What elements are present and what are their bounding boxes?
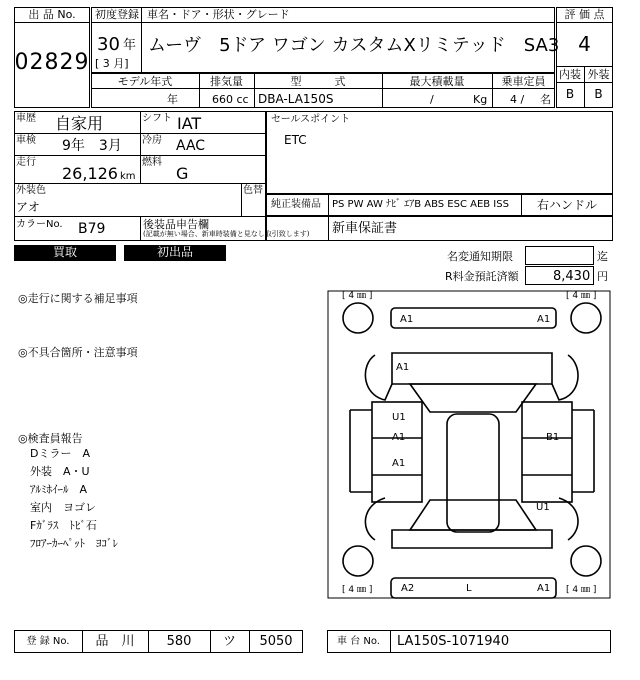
equipment-value: PS PW AW ﾅﾋﾞ ｴｱB ABS ESC AEB ISS (332, 199, 509, 210)
right-side-front (552, 355, 578, 400)
reg-area: 品 川 (95, 634, 135, 649)
damage-mark: A1 (537, 583, 551, 594)
score-label: 評 価 点 (564, 8, 605, 21)
inspector-label: ◎検査員報告 (18, 432, 83, 445)
side-mirror-right (572, 410, 594, 492)
displacement: 660 cc (212, 93, 249, 106)
shift-label: シフト (142, 113, 172, 124)
title-label: 車名・ドア・形状・グレード (147, 8, 290, 21)
recycle-unit: 円 (597, 270, 608, 283)
score-value: 4 (578, 32, 591, 56)
inspector-item: Dミラー A (30, 447, 90, 460)
reg-year-unit: 年 (123, 38, 137, 53)
exterior-color-value: アオ (16, 200, 40, 214)
recycle-amount: 8,430 (553, 269, 591, 284)
tire-rear-right (571, 546, 601, 576)
max-load-label: 最大積載量 (409, 75, 465, 88)
history-label: 車歴 (16, 113, 36, 124)
aftermarket-note: (記載が無い場合、新車時装備と見なし取引致します) (143, 230, 310, 238)
right-side-rear (559, 498, 578, 540)
exterior-color-label: 外装色 (16, 185, 46, 196)
tire-depth-tr: [ 4 ㎜ ] (566, 291, 597, 301)
reg-number: 5050 (259, 634, 293, 649)
color-no-label: カラーNo. (16, 219, 63, 230)
damage-mark: A1 (396, 362, 410, 373)
front-bumper (391, 308, 556, 328)
handle-value: 右ハンドル (536, 198, 597, 212)
capacity: 4 / (510, 93, 525, 106)
rear-glass (410, 500, 536, 530)
damage-mark: U1 (392, 412, 406, 423)
damage-mark: A2 (401, 583, 415, 594)
exterior-grade: B (594, 87, 603, 101)
damage-mark: U1 (536, 502, 550, 513)
defects-label: ◎不具合箇所・注意事項 (18, 346, 138, 359)
interior-grade: B (565, 87, 575, 101)
listing-badge: 初出品 (124, 245, 226, 261)
interior-label: 内装 (559, 68, 581, 81)
aftermarket-label: 後装品申告欄 (143, 218, 209, 231)
inspector-item: 室内 ヨゴレ (30, 501, 96, 514)
chassis-col (390, 630, 391, 653)
displacement-label: 排気量 (210, 75, 243, 88)
inspection-label: 車検 (16, 135, 36, 146)
reg-year: 30 (97, 34, 120, 55)
warranty-value: 新車保証書 (332, 221, 398, 236)
car-name: ムーヴ 5ドア ワゴン カスタムXリミテッド SA3 (148, 35, 560, 56)
inspector-item: ｱﾙﾐﾎｲｰﾙ A (30, 483, 88, 496)
capacity-label: 乗車定員 (501, 75, 546, 88)
inspector-item: Fｶﾞﾗｽ ﾄﾋﾞ石 (30, 519, 97, 532)
reg-month: [ 3 月] (95, 57, 129, 70)
tire-front-left (343, 303, 373, 333)
ac-label: 冷房 (142, 135, 162, 146)
tire-rear-left (343, 546, 373, 576)
recycle-label: R料金預託済額 (445, 270, 519, 283)
fuel-value: G (176, 164, 189, 183)
lot-label: 出 品 No. (28, 8, 76, 21)
transfer-deadline-label: 名変通知期限 (447, 250, 513, 263)
damage-mark: A1 (400, 314, 414, 325)
type-value: DBA-LA150S (258, 92, 334, 106)
reg-kana: ツ (222, 634, 236, 649)
buy-badge: 買取 (14, 245, 116, 261)
model-year-unit: 年 (167, 93, 178, 106)
left-door-div (372, 438, 422, 475)
tire-depth-br: [ 4 ㎜ ] (566, 585, 597, 595)
chassis-number: LA150S-1071940 (397, 634, 510, 649)
right-door-div (522, 438, 572, 475)
roof (447, 414, 499, 532)
sales-point-label: セールスポイント (271, 114, 351, 125)
side-mirror-left (350, 410, 372, 492)
damage-mark: L (466, 583, 472, 594)
windshield (410, 384, 536, 412)
damage-mark: A1 (392, 432, 406, 443)
lot-number: 02829 (14, 50, 90, 75)
body-right (522, 402, 572, 502)
max-load-slash: / (430, 93, 434, 106)
driving-notes-label: ◎走行に関する補足事項 (18, 292, 138, 305)
max-load-unit: Kg (473, 93, 488, 106)
mileage-label: 走行 (16, 157, 36, 168)
first-reg-label: 初度登録 (95, 8, 139, 21)
inspection-value: 9年 3月 (62, 138, 122, 154)
inspector-item: 外装 A・U (30, 465, 90, 478)
damage-mark: A1 (537, 314, 551, 325)
tire-depth-tl: [ 4 ㎜ ] (342, 291, 373, 301)
damage-mark: B1 (546, 432, 560, 443)
tire-depth-bl: [ 4 ㎜ ] (342, 585, 373, 595)
mileage-unit: km (120, 171, 136, 182)
history-value: 自家用 (55, 114, 104, 133)
left-side-front (365, 355, 392, 400)
front-hood (392, 353, 552, 384)
inspector-item: ﾌﾛｱｰｶｰﾍﾟｯﾄ ﾖｺﾞﾚ (30, 537, 118, 550)
shift-value: IAT (177, 114, 202, 133)
ac-value: AAC (176, 138, 206, 154)
transfer-deadline-unit: 迄 (597, 250, 608, 263)
exterior-label: 外装 (587, 68, 610, 81)
color-no-value: B79 (78, 221, 106, 237)
rear-bumper (391, 578, 556, 598)
reg-label: 登 録 No. (26, 636, 70, 647)
chassis-label: 車 台 No. (337, 636, 380, 647)
damage-mark: A1 (392, 458, 406, 469)
model-year-label: モデル年式 (117, 75, 173, 88)
tire-front-right (571, 303, 601, 333)
reg-class: 580 (166, 634, 192, 649)
left-side-rear (365, 498, 385, 540)
equipment-label: 純正装備品 (271, 199, 321, 210)
repaint-label: 色替 (243, 185, 263, 196)
mileage-value: 26,126 (62, 164, 118, 183)
fuel-label: 燃料 (142, 157, 162, 168)
sales-point-value: ETC (284, 133, 307, 147)
type-label: 型 式 (290, 75, 346, 88)
capacity-unit: 名 (540, 93, 551, 106)
